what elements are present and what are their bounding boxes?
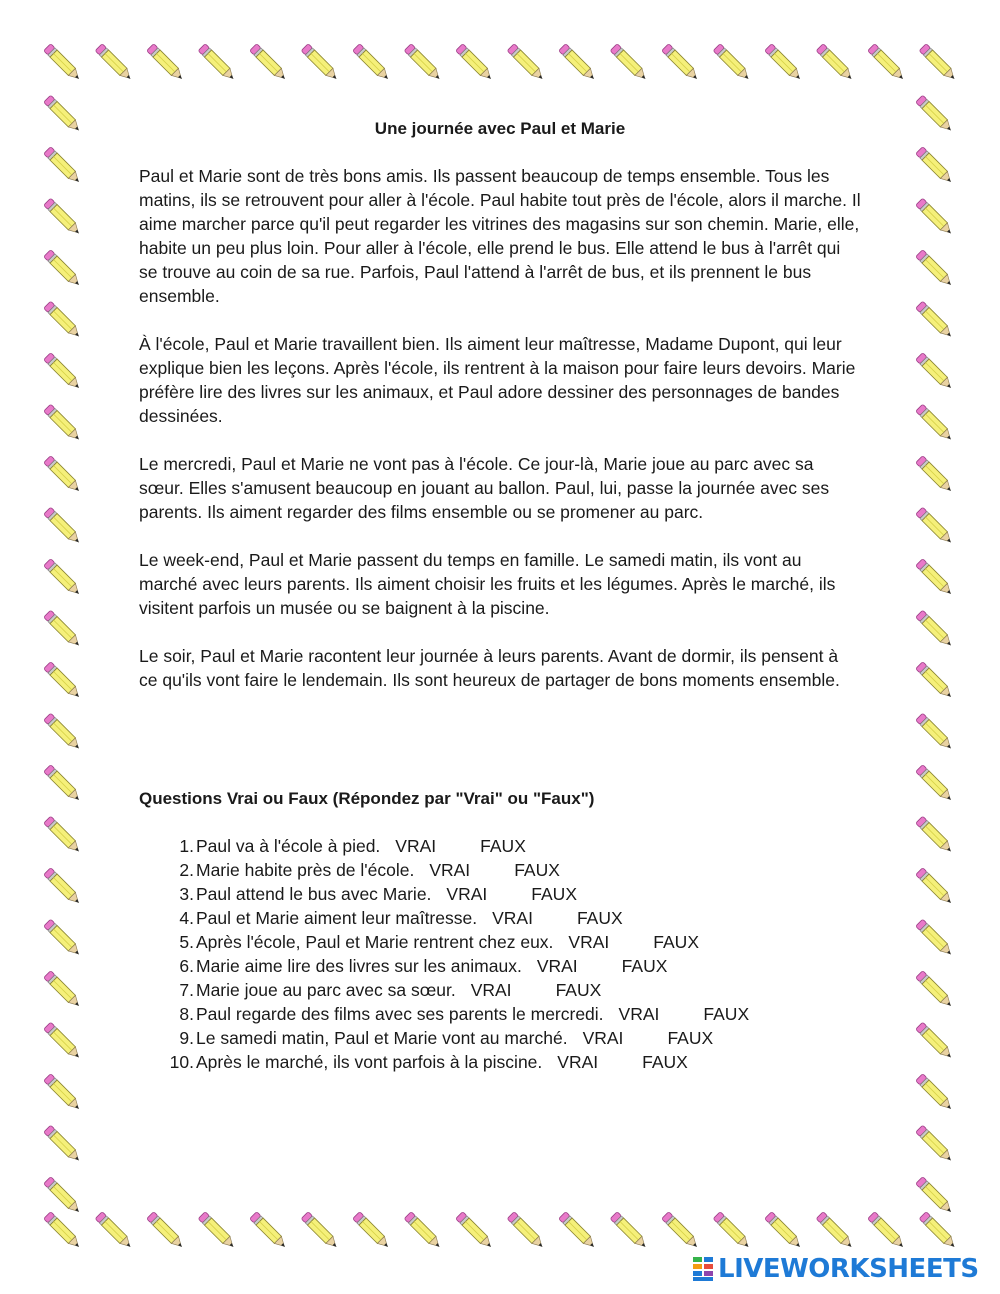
question-text: Après le marché, ils vont parfois à la piscine.: [196, 1052, 543, 1072]
question-number: 2.: [179, 860, 194, 880]
answer-vrai[interactable]: VRAI: [536, 956, 578, 976]
answer-faux[interactable]: FAUX: [653, 932, 699, 952]
pencil-decoration: [44, 559, 83, 598]
question-text: Marie habite près de l'école.: [196, 860, 415, 880]
pencil-decoration: [44, 868, 83, 907]
pencil-decoration: [301, 1212, 340, 1251]
pencil-decoration: [44, 816, 83, 855]
pencil-decoration: [44, 713, 83, 752]
liveworksheets-logo: [692, 1254, 979, 1284]
question-text: Paul et Marie aiment leur maîtresse.: [196, 908, 478, 928]
question-item: [139, 1050, 861, 1074]
question-text: Marie aime lire des livres sur les animaux.: [196, 956, 522, 976]
pencil-decoration: [353, 44, 392, 83]
paragraph-2: À l'école, Paul et Marie travaillent bien. Ils aiment leur maîtresse, Madame Dupont, qui leur explique bien les leçons. Après l'école, ils rentrent à la maison pour faire leurs devoirs. Marie préfère lire des livres sur les animaux, et Paul adore dessiner des personnages de bandes dessinées.: [139, 334, 856, 426]
pencil-decoration: [44, 250, 83, 289]
answer-vrai[interactable]: VRAI: [618, 1004, 660, 1024]
answer-vrai[interactable]: VRAI: [492, 908, 533, 928]
answer-vrai[interactable]: VRAI: [568, 932, 610, 952]
pencil-decoration: [507, 1212, 546, 1251]
question-number: 10.: [169, 1052, 194, 1072]
question-number: 4.: [179, 908, 194, 928]
question-text: Après l'école, Paul et Marie rentrent chez eux.: [196, 932, 554, 952]
answer-vrai[interactable]: VRAI: [582, 1028, 624, 1048]
paragraph-3: Le mercredi, Paul et Marie ne vont pas à l'école. Ce jour-là, Marie joue au parc avec sa sœur. Elles s'amusent beaucoup en jouant au ballon. Paul, lui, passe la journée avec ses parents. Ils aiment regarder des films ensemble ou se promener au parc.: [139, 454, 830, 522]
question-item: [139, 978, 861, 1002]
question-number: 5.: [179, 932, 194, 952]
answer-vrai[interactable]: VRAI: [470, 980, 512, 1000]
answer-faux[interactable]: FAUX: [480, 836, 526, 856]
question-number: 6.: [179, 956, 194, 976]
pencil-decoration: [765, 1212, 804, 1251]
question-text: Marie joue au parc avec sa sœur.: [196, 980, 456, 1000]
pencil-decoration: [916, 662, 955, 701]
question-number: 9.: [179, 1028, 194, 1048]
pencil-decoration: [916, 456, 955, 495]
pencil-decoration: [44, 353, 83, 392]
pencil-decoration: [198, 44, 237, 83]
pencil-decoration: [868, 1212, 907, 1251]
pencil-decoration: [916, 301, 955, 340]
pencil-decoration: [44, 1212, 83, 1251]
question-item: [139, 1026, 861, 1050]
pencil-decoration: [916, 147, 955, 186]
pencil-decoration: [404, 1212, 443, 1251]
pencil-decoration: [713, 44, 752, 83]
pencil-decoration: [44, 95, 83, 134]
pencil-decoration: [507, 44, 546, 83]
question-number: 1.: [179, 836, 194, 856]
question-number: 7.: [179, 980, 194, 1000]
pencil-decoration: [456, 1212, 495, 1251]
pencil-decoration: [44, 301, 83, 340]
paragraph-4: Le week-end, Paul et Marie passent du temps en famille. Le samedi matin, ils vont au marché avec leurs parents. Ils aiment choisir les fruits et les légumes. Après le marché, ils visitent parfois un musée ou se baignent à la piscine.: [139, 550, 836, 618]
pencil-decoration: [44, 507, 83, 546]
answer-faux[interactable]: FAUX: [576, 908, 623, 928]
pencil-decoration: [919, 1212, 958, 1251]
pencil-decoration: [916, 353, 955, 392]
question-item: [139, 930, 861, 954]
question-item: [139, 882, 861, 906]
answer-faux[interactable]: FAUX: [531, 884, 577, 904]
answer-vrai[interactable]: VRAI: [446, 884, 488, 904]
pencil-decoration: [44, 919, 83, 958]
pencil-decoration: [916, 765, 955, 804]
pencil-decoration: [916, 713, 955, 752]
pencil-decoration: [250, 44, 289, 83]
pencil-decoration: [916, 1125, 955, 1164]
pencil-decoration: [916, 1074, 955, 1113]
pencil-decoration: [404, 44, 443, 83]
pencil-decoration: [916, 198, 955, 237]
pencil-decoration: [559, 44, 598, 83]
pencil-decoration: [44, 662, 83, 701]
pencil-decoration: [916, 816, 955, 855]
question-list: [139, 834, 861, 1074]
pencil-decoration: [919, 44, 958, 83]
pencil-decoration: [916, 404, 955, 443]
pencil-decoration: [44, 610, 83, 649]
pencil-decoration: [44, 971, 83, 1010]
question-text: Paul regarde des films avec ses parents le mercredi.: [196, 1004, 604, 1024]
answer-faux[interactable]: FAUX: [667, 1028, 714, 1048]
pencil-decoration: [44, 1125, 83, 1164]
pencil-decoration: [916, 971, 955, 1010]
question-item: [139, 1002, 861, 1026]
pencil-decoration: [713, 1212, 752, 1251]
pencil-decoration: [916, 610, 955, 649]
question-item: [139, 858, 861, 882]
answer-faux[interactable]: FAUX: [642, 1052, 688, 1072]
pencil-decoration: [916, 868, 955, 907]
answer-vrai[interactable]: VRAI: [395, 836, 437, 856]
answer-faux[interactable]: FAUX: [514, 860, 560, 880]
pencil-decoration: [916, 1022, 955, 1061]
liveworksheets-mark-icon: [692, 1256, 716, 1282]
pencil-decoration: [916, 95, 955, 134]
answer-vrai[interactable]: VRAI: [557, 1052, 599, 1072]
pencil-decoration: [456, 44, 495, 83]
paragraph-5: Le soir, Paul et Marie racontent leur journée à leurs parents. Avant de dormir, ils pensent à ce qu'ils vont faire le lendemain. Ils sont heureux de partager de bons moments ensemble.: [139, 646, 840, 690]
pencil-decoration: [662, 44, 701, 83]
answer-faux[interactable]: FAUX: [703, 1004, 750, 1024]
pencil-decoration: [816, 44, 855, 83]
pencil-decoration: [44, 765, 83, 804]
pencil-decoration: [250, 1212, 289, 1251]
pencil-decoration: [916, 919, 955, 958]
pencil-decoration: [44, 1074, 83, 1113]
pencil-decoration: [44, 44, 83, 83]
pencil-decoration: [147, 1212, 186, 1251]
pencil-decoration: [916, 559, 955, 598]
question-item: [139, 954, 861, 978]
pencil-decoration: [765, 44, 804, 83]
liveworksheets-logo-text: LIVEWORKSHEETS: [718, 1254, 979, 1284]
questions-title: Questions Vrai ou Faux (Répondez par "Vrai" ou "Faux"): [139, 789, 595, 808]
pencil-decoration: [44, 198, 83, 237]
pencil-decoration: [44, 456, 83, 495]
answer-vrai[interactable]: VRAI: [429, 860, 471, 880]
pencil-decoration: [301, 44, 340, 83]
pencil-decoration: [662, 1212, 701, 1251]
pencil-decoration: [44, 1177, 83, 1216]
pencil-decoration: [44, 147, 83, 186]
pencil-decoration: [610, 1212, 649, 1251]
question-text: Paul va à l'école à pied.: [196, 836, 381, 856]
pencil-decoration: [198, 1212, 237, 1251]
pencil-decoration: [610, 44, 649, 83]
pencil-decoration: [147, 44, 186, 83]
pencil-decoration: [916, 507, 955, 546]
pencil-decoration: [44, 404, 83, 443]
worksheet-title: Une journée avec Paul et Marie: [374, 119, 626, 138]
question-number: 3.: [179, 884, 194, 904]
pencil-decoration: [95, 44, 134, 83]
question-text: Le samedi matin, Paul et Marie vont au marché.: [196, 1028, 568, 1048]
answer-faux[interactable]: FAUX: [555, 980, 602, 1000]
question-item: [139, 834, 861, 858]
question-number: 8.: [179, 1004, 194, 1024]
answer-faux[interactable]: FAUX: [621, 956, 668, 976]
pencil-decoration: [44, 1022, 83, 1061]
question-item: [139, 906, 861, 930]
paragraph-1: Paul et Marie sont de très bons amis. Ils passent beaucoup de temps ensemble. Tous les matins, ils se retrouvent pour aller à l'école. Paul habite tout près de l'école, alors il marche. Il aime marcher parce qu'il peut regarder les vitrines des magasins sur son chemin. Marie, elle, habite un peu plus loin. Pour aller à l'école, elle prend le bus. Elle attend le bus à l'arrêt qui se trouve au coin de sa rue. Parfois, Paul l'attend à l'arrêt de bus, et ils prennent le bus ensemble.: [139, 166, 861, 306]
question-text: Paul attend le bus avec Marie.: [196, 884, 432, 904]
pencil-decoration: [559, 1212, 598, 1251]
pencil-decoration: [95, 1212, 134, 1251]
pencil-decoration: [916, 250, 955, 289]
pencil-decoration: [353, 1212, 392, 1251]
pencil-decoration: [868, 44, 907, 83]
pencil-decoration: [816, 1212, 855, 1251]
pencil-decoration: [916, 1177, 955, 1216]
